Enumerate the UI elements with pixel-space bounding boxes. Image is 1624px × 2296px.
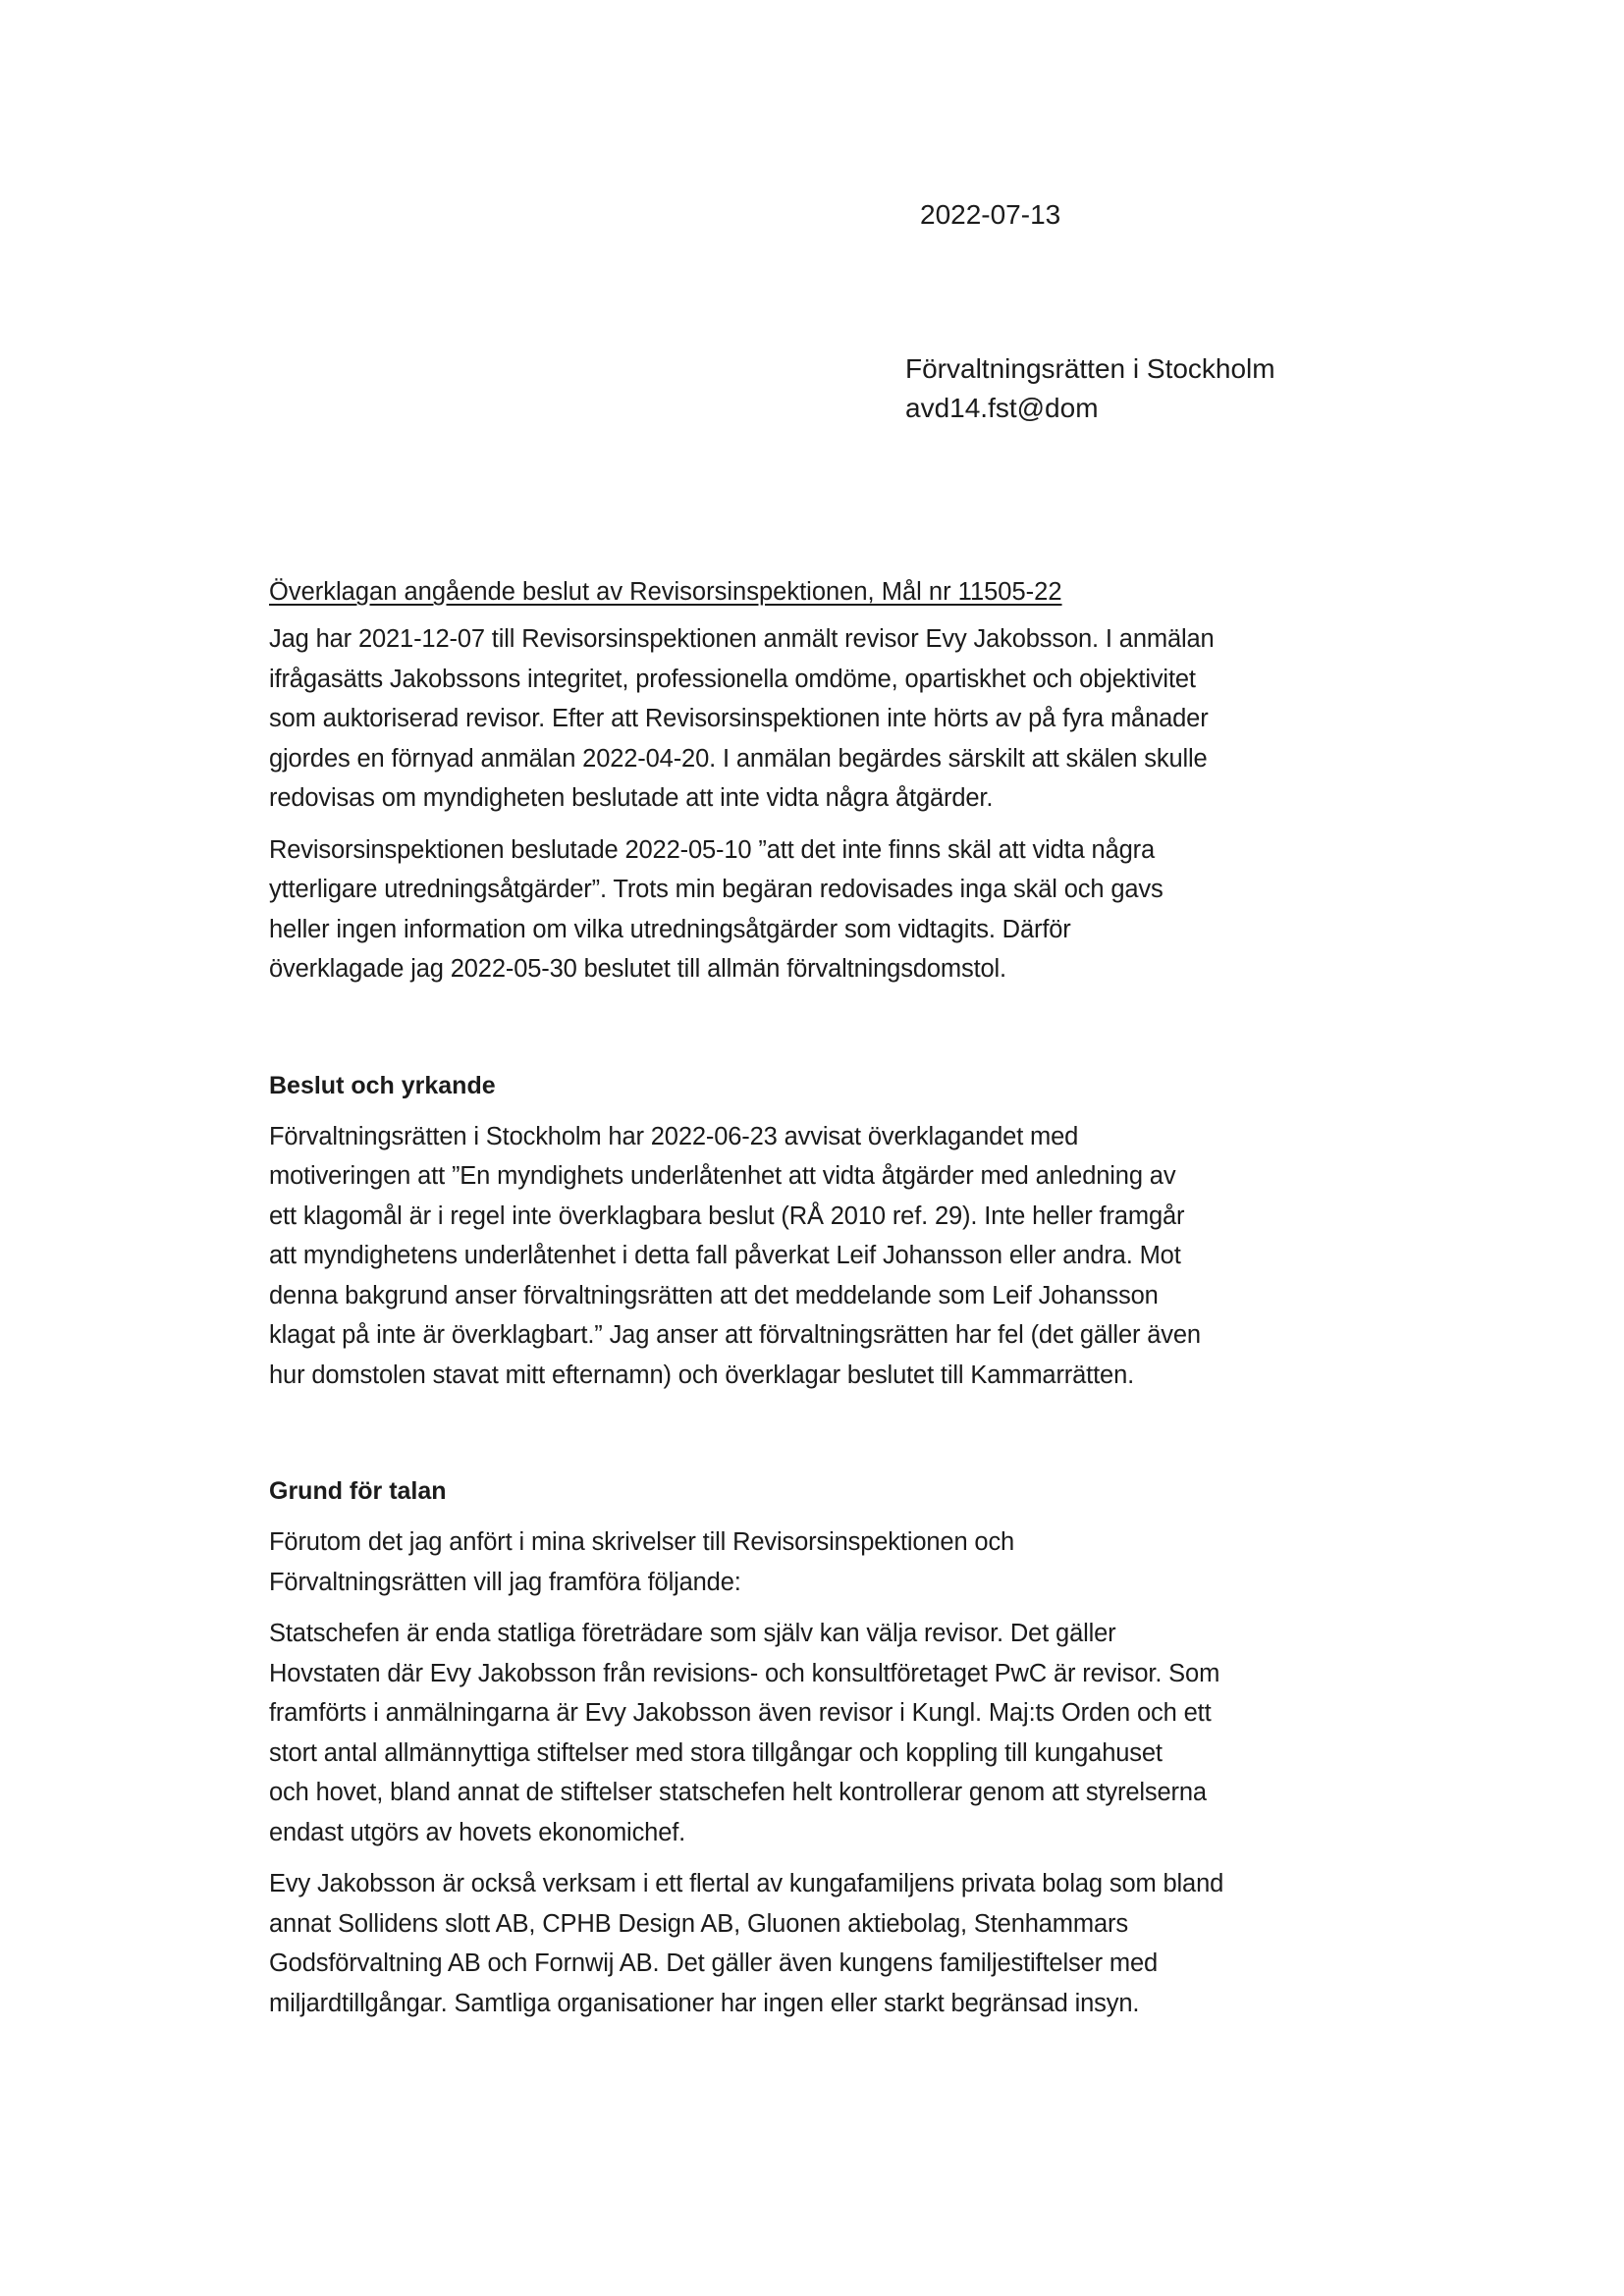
paragraph-beslut: [269, 1117, 1447, 1396]
text-line: heller ingen information om vilka utredningsåtgärder som vidtagits. Därför: [269, 915, 1071, 943]
section-heading-grund: Grund för talan: [269, 1477, 447, 1505]
text-line: Förutom det jag anfört i mina skrivelser till Revisorsinspektionen och: [269, 1528, 1015, 1556]
text-line: miljardtillgångar. Samtliga organisationer har ingen eller starkt begränsad insyn.: [269, 1989, 1140, 2017]
document-title: Överklagan angående beslut av Revisorsinspektionen, Mål nr 11505-22: [269, 578, 1062, 606]
text-line: Evy Jakobsson är också verksam i ett flertal av kungafamiljens privata bolag som bland: [269, 1870, 1224, 1897]
document-date: 2022-07-13: [920, 199, 1061, 230]
text-line: Godsförvaltning AB och Fornwij AB. Det gäller även kungens familjestiftelser med: [269, 1949, 1159, 1977]
recipient-email: avd14.fst@dom: [905, 393, 1099, 423]
text-line: Jag har 2021-12-07 till Revisorsinspektionen anmält revisor Evy Jakobsson. I anmälan: [269, 625, 1215, 653]
section-heading-beslut: Beslut och yrkande: [269, 1071, 496, 1099]
text-line: och hovet, bland annat de stiftelser statschefen helt kontrollerar genom att styrelserna: [269, 1779, 1207, 1806]
text-line: ett klagomål är i regel inte överklagbara beslut (RÅ 2010 ref. 29). Inte heller framgår: [269, 1201, 1185, 1230]
text-line: Revisorsinspektionen beslutade 2022-05-10 ”att det inte finns skäl att vidta några: [269, 835, 1156, 864]
text-line: ifrågasätts Jakobssons integritet, professionella omdöme, opartiskhet och objektivitet: [269, 665, 1196, 693]
paragraph-intro-2: [269, 830, 1447, 989]
text-line: endast utgörs av hovets ekonomichef.: [269, 1818, 686, 1846]
paragraph-grund-3: [269, 1864, 1447, 2023]
paragraph-grund-1: [269, 1522, 1447, 1602]
section-spacer: [269, 1407, 1447, 1471]
text-line: hur domstolen stavat mitt efternamn) och överklagar beslutet till Kammarrätten.: [269, 1361, 1135, 1389]
text-line: klagat på inte är överklagbart.” Jag anser att förvaltningsrätten har fel (det gäller även: [269, 1321, 1201, 1349]
recipient-address: [905, 349, 1275, 428]
text-line: överklagade jag 2022-05-30 beslutet till allmän förvaltningsdomstol.: [269, 955, 1006, 983]
paragraph-intro-1: [269, 619, 1447, 819]
text-line: gjordes en förnyad anmälan 2022-04-20. I anmälan begärdes särskilt att skälen skulle: [269, 744, 1208, 773]
text-line: Förvaltningsrätten i Stockholm har 2022-06-23 avvisat överklagandet med: [269, 1122, 1079, 1150]
section-spacer: [269, 1001, 1447, 1066]
text-line: att myndighetens underlåtenhet i detta fall påverkat Leif Johansson eller andra. Mot: [269, 1242, 1181, 1269]
paragraph-grund-2: [269, 1614, 1447, 1852]
text-line: annat Sollidens slott AB, CPHB Design AB, Gluonen aktiebolag, Stenhammars: [269, 1909, 1128, 1938]
document-body: [269, 572, 1447, 2035]
text-line: som auktoriserad revisor. Efter att Revisorsinspektionen inte hörts av på fyra månader: [269, 705, 1209, 732]
text-line: ytterligare utredningsåtgärder”. Trots min begäran redovisades inga skäl och gavs: [269, 876, 1164, 903]
text-line: Statschefen är enda statliga företrädare som själv kan välja revisor. Det gäller: [269, 1620, 1116, 1647]
text-line: Förvaltningsrätten vill jag framföra följande:: [269, 1568, 741, 1596]
text-line: motiveringen att ”En myndighets underlåtenhet att vidta åtgärder med anledning av: [269, 1162, 1176, 1190]
text-line: denna bakgrund anser förvaltningsrätten att det meddelande som Leif Johansson: [269, 1281, 1159, 1309]
text-line: framförts i anmälningarna är Evy Jakobsson även revisor i Kungl. Maj:ts Orden och ett: [269, 1699, 1212, 1727]
recipient-name: Förvaltningsrätten i Stockholm: [905, 353, 1275, 384]
text-line: Hovstaten där Evy Jakobsson från revisions- och konsultföretaget PwC är revisor. Som: [269, 1659, 1220, 1687]
text-line: stort antal allmännyttiga stiftelser med stora tillgångar och koppling till kungahuset: [269, 1738, 1163, 1767]
text-line: redovisas om myndigheten beslutade att inte vidta några åtgärder.: [269, 784, 994, 812]
